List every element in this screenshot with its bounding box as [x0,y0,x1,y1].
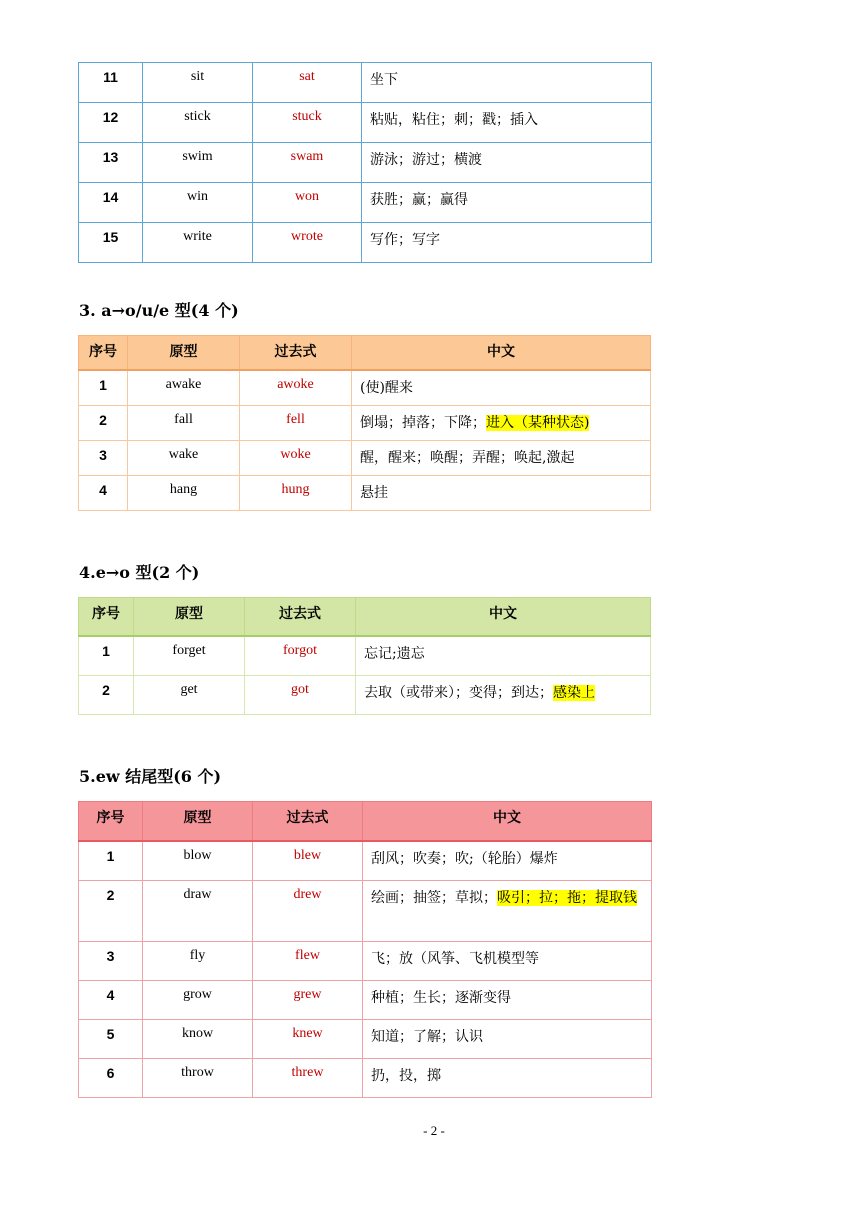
table-row [79,881,652,942]
chinese-meaning: 扔，投，掷 [363,1059,652,1098]
chinese-meaning: 种植；生长；逐渐变得 [363,981,652,1020]
chinese-meaning: 去取（或带来）；变得；到达；感染上 [356,676,651,715]
table-header-row [79,598,651,637]
row-number: 2 [79,881,143,942]
chinese-meaning: 醒，醒来；唤醒；弄醒；唤起,激起 [352,441,651,476]
highlighted-meaning: 进入（某种状态) [486,415,590,431]
past-form: wrote [253,223,362,263]
table-row [79,370,651,406]
section-heading: 5.ew 结尾型(6 个) [79,767,222,786]
verb-table-e-to-o [78,597,651,715]
row-number: 3 [79,441,128,476]
base-form: awake [128,370,240,406]
past-form: flew [253,942,363,981]
section-heading: 4.e→o 型(2 个) [79,563,200,582]
chinese-meaning: 忘记;遗忘 [356,636,651,676]
header-base: 原型 [134,598,245,637]
chinese-meaning: 倒塌；掉落；下降；进入（某种状态) [352,406,651,441]
chinese-meaning: 绘画；抽签；草拟；吸引；拉；拖；提取钱 [363,881,652,942]
table-row [79,441,651,476]
table-row [79,981,652,1020]
verb-table-a-to-o [78,335,651,511]
header-number: 序号 [79,802,143,842]
header-base: 原型 [128,336,240,371]
past-form: grew [253,981,363,1020]
past-form: stuck [253,103,362,143]
base-form: hang [128,476,240,511]
verb-table-ew-ending [78,801,652,1098]
table-row [79,183,652,223]
table-header-row [79,336,651,371]
base-form: swim [143,143,253,183]
base-form: stick [143,103,253,143]
past-form: got [245,676,356,715]
chinese-meaning: 获胜；赢；赢得 [362,183,652,223]
header-chinese: 中文 [363,802,652,842]
past-form: swam [253,143,362,183]
table-row [79,841,652,881]
past-form: awoke [240,370,352,406]
base-form: write [143,223,253,263]
base-form: sit [143,63,253,103]
past-form: fell [240,406,352,441]
row-number: 3 [79,942,143,981]
chinese-meaning: 坐下 [362,63,652,103]
header-chinese: 中文 [356,598,651,637]
table-row [79,223,652,263]
past-form: blew [253,841,363,881]
base-form: win [143,183,253,223]
table-row [79,676,651,715]
base-form: fall [128,406,240,441]
table-row [79,636,651,676]
table-header-row [79,802,652,842]
base-form: fly [143,942,253,981]
row-number: 2 [79,406,128,441]
row-number: 2 [79,676,134,715]
table-row [79,942,652,981]
table-row [79,103,652,143]
header-base: 原型 [143,802,253,842]
past-form: won [253,183,362,223]
base-form: draw [143,881,253,942]
row-number: 1 [79,841,143,881]
table-row [79,63,652,103]
header-chinese: 中文 [352,336,651,371]
header-past: 过去式 [253,802,363,842]
row-number: 1 [79,370,128,406]
past-form: woke [240,441,352,476]
past-form: knew [253,1020,363,1059]
past-form: forgot [245,636,356,676]
row-number: 13 [79,143,143,183]
row-number: 15 [79,223,143,263]
chinese-meaning: 粘贴，粘住；刺；戳；插入 [362,103,652,143]
base-form: blow [143,841,253,881]
chinese-meaning: 知道；了解；认识 [363,1020,652,1059]
highlighted-meaning: 吸引；拉；拖；提取钱 [497,890,637,906]
verb-table-previous [78,62,652,263]
row-number: 5 [79,1020,143,1059]
base-form: wake [128,441,240,476]
row-number: 11 [79,63,143,103]
past-form: drew [253,881,363,942]
header-number: 序号 [79,598,134,637]
base-form: get [134,676,245,715]
row-number: 4 [79,476,128,511]
header-number: 序号 [79,336,128,371]
row-number: 14 [79,183,143,223]
past-form: sat [253,63,362,103]
section-heading: 3. a→o/u/e 型(4 个) [79,301,239,320]
page-number: - 2 - [423,1123,445,1138]
header-past: 过去式 [240,336,352,371]
row-number: 1 [79,636,134,676]
past-form: hung [240,476,352,511]
chinese-meaning: 游泳；游过；横渡 [362,143,652,183]
base-form: forget [134,636,245,676]
chinese-meaning: (使)醒来 [352,370,651,406]
table-row [79,1020,652,1059]
header-past: 过去式 [245,598,356,637]
table-row [79,1059,652,1098]
base-form: grow [143,981,253,1020]
table-row [79,406,651,441]
chinese-meaning: 写作；写字 [362,223,652,263]
chinese-meaning: 刮风；吹奏；吹;（轮胎）爆炸 [363,841,652,881]
row-number: 4 [79,981,143,1020]
base-form: know [143,1020,253,1059]
chinese-meaning: 悬挂 [352,476,651,511]
highlighted-meaning: 感染上 [553,685,595,701]
row-number: 6 [79,1059,143,1098]
table-row [79,476,651,511]
chinese-meaning: 飞；放（风筝、飞机模型等 [363,942,652,981]
base-form: throw [143,1059,253,1098]
table-row [79,143,652,183]
row-number: 12 [79,103,143,143]
past-form: threw [253,1059,363,1098]
